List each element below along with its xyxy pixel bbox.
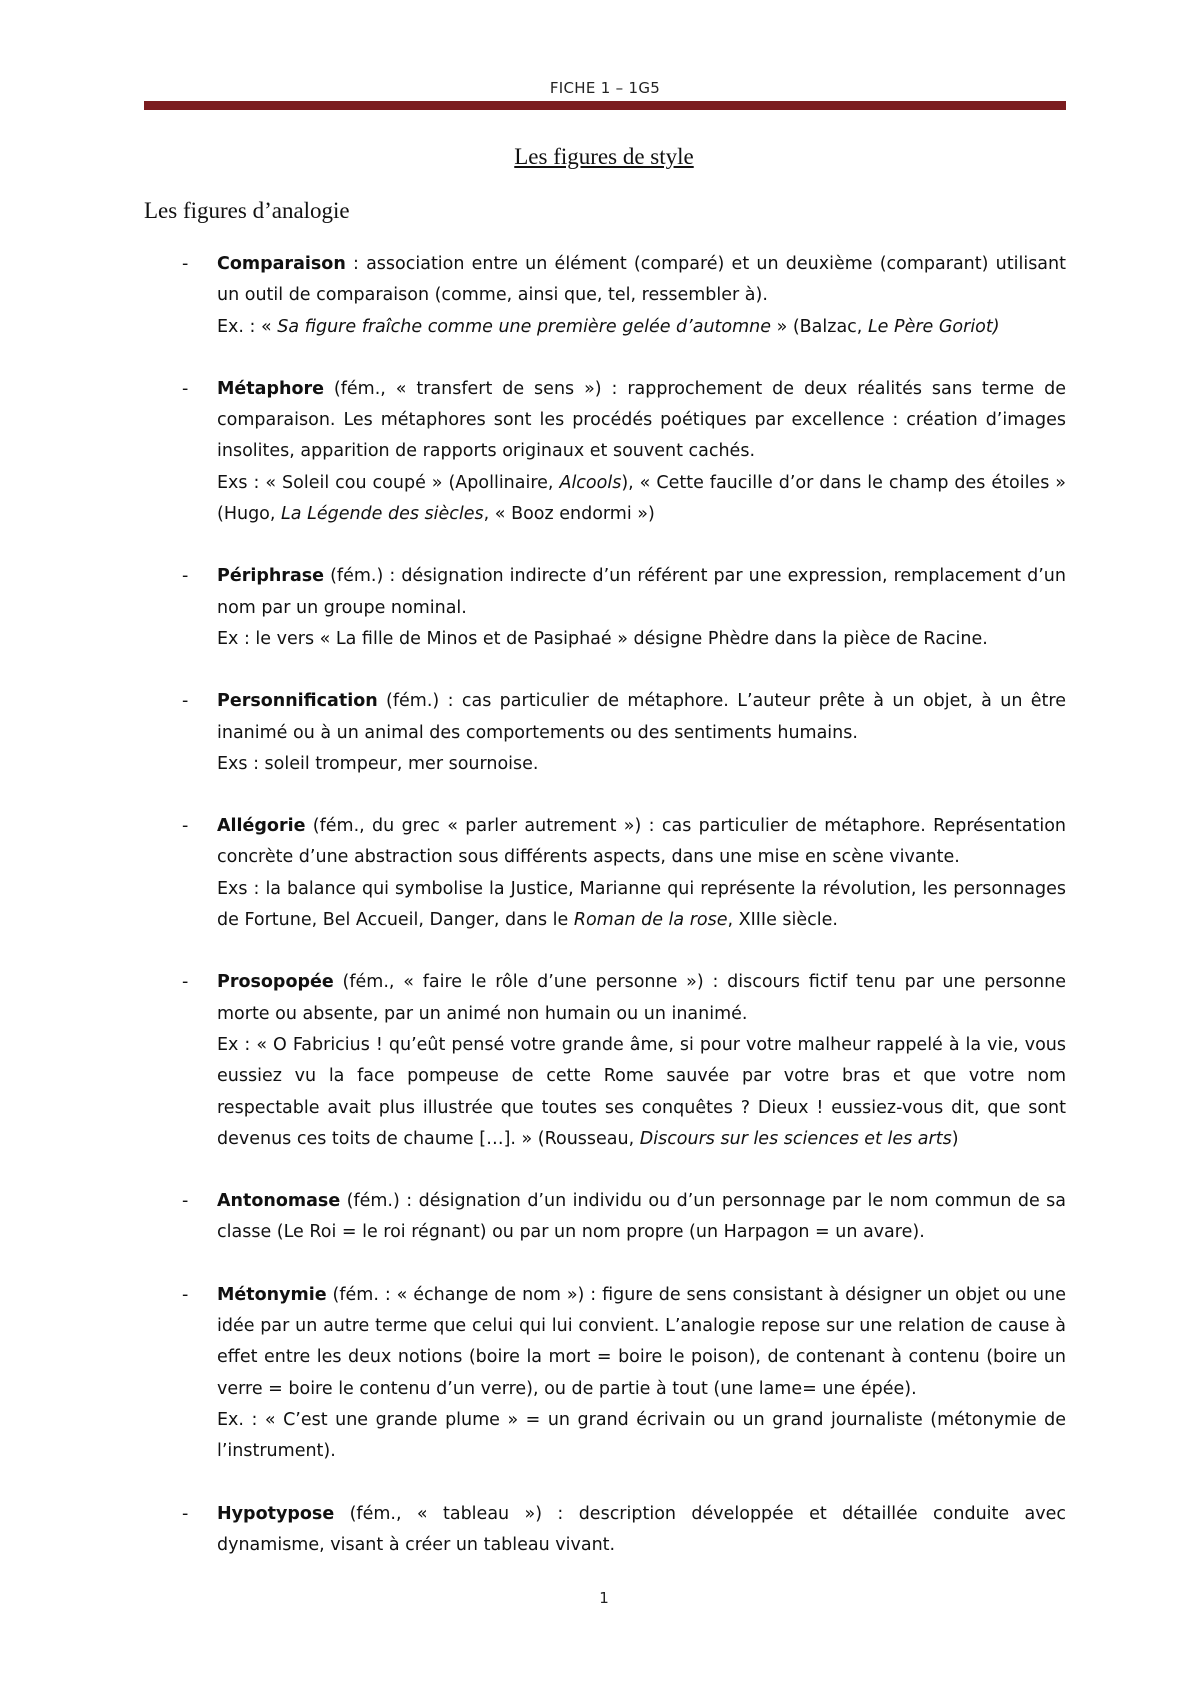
example-text: Ex. : « C’est une grande plume » = un grand écrivain ou un grand journaliste (métonymie de l’instrument).: [217, 1409, 1066, 1462]
list-item: [144, 1186, 1066, 1249]
definition: (fém., « tableau ») : description développée et détaillée conduite avec dynamisme, visant à créer un tableau vivant.: [217, 1503, 1066, 1555]
list-item: [144, 1499, 1066, 1562]
figures-list: [144, 249, 1066, 1561]
page-number: 1: [599, 1589, 609, 1607]
definition: (fém., du grec « parler autrement ») : cas particulier de métaphore. Représentation concrète d’une abstraction sous différents aspects, dans une mise en scène vivante.: [217, 816, 1066, 868]
document-title: Les figures de style: [514, 144, 694, 169]
example-text: ), « Cette faucille d’or dans le champ des étoiles » (Hugo,: [217, 472, 1066, 525]
definition: (fém.) : cas particulier de métaphore. L’auteur prête à un objet, à un être inanimé ou à un animal des comportements ou des sentiments humains.: [217, 691, 1066, 743]
example-text: , « Booz endormi »): [483, 504, 655, 525]
example-text: Exs : la balance qui symbolise la Justice, Marianne qui représente la révolution, les personnages de Fortune, Bel Accueil, Danger, dans le: [217, 878, 1066, 931]
example: [217, 312, 1066, 343]
example-text: » (Balzac,: [771, 316, 868, 337]
list-bullet: -: [182, 378, 189, 399]
term: Hypotypose: [217, 1503, 335, 1524]
list-bullet: -: [182, 691, 189, 712]
definition: (fém., « faire le rôle d’une personne ») : discours fictif tenu par une personne morte ou absente, par un animé non humain ou un inanimé.: [217, 972, 1066, 1024]
list-item: [144, 561, 1066, 655]
example-text: Exs : « Soleil cou coupé » (Apollinaire,: [217, 472, 560, 493]
definition: : association entre un élément (comparé) et un deuxième (comparant) utilisant un outil de comparaison (comme, ainsi que, tel, ressembler à).: [217, 254, 1066, 306]
example: [217, 624, 1066, 655]
list-item: [144, 374, 1066, 530]
example: [217, 1405, 1066, 1468]
list-item: [144, 686, 1066, 780]
list-bullet: -: [182, 972, 189, 993]
term: Métonymie: [217, 1284, 327, 1305]
list-bullet: -: [182, 1284, 189, 1305]
work-title: La Légende des siècles: [281, 504, 484, 525]
example: [217, 749, 1066, 780]
example-text: Ex : « O Fabricius ! qu’eût pensé votre grande âme, si pour votre malheur rappelé à la vie, vous eussiez vu la face pompeuse de cette Rome sauvée par votre bras et que votre nom respectable avait plus illustrée que toutes ses conquêtes ? Dieux ! eussiez-vous dit, que sont devenus ces toits de chaume […]. » (Rousseau,: [217, 1034, 1066, 1149]
list-item: [144, 811, 1066, 936]
example-text: , XIIIe siècle.: [727, 910, 838, 931]
list-bullet: -: [182, 254, 189, 274]
term: Prosopopée: [217, 972, 334, 993]
term: Métaphore: [217, 378, 324, 399]
term: Antonomase: [217, 1191, 341, 1212]
example: [217, 1030, 1066, 1155]
section-heading: Les figures d’analogie: [144, 198, 350, 223]
term: Périphrase: [217, 566, 325, 587]
term: Allégorie: [217, 816, 306, 837]
page-header: FICHE 1 – 1G5: [549, 79, 661, 97]
list-bullet: -: [182, 1503, 189, 1524]
example-text: ): [951, 1128, 959, 1149]
list-item: [144, 249, 1066, 343]
definition: (fém. : « échange de nom ») : figure de sens consistant à désigner un objet ou une idée par un autre terme que celui qui lui convient. L’analogie repose sur une relation de cause à effet entre les deux notions (boire la mort = boire le poison), de contenant à contenu (boire un verre = boire le contenu d’un verre), ou de partie à tout (une lame= une épée).: [217, 1284, 1066, 1399]
header-rule: [144, 101, 1066, 110]
work-title: Sa figure fraîche comme une première gelée d’automne: [277, 316, 772, 337]
definition: (fém.) : désignation d’un individu ou d’un personnage par le nom commun de sa classe (Le Roi = le roi régnant) ou par un nom propre (un Harpagon = un avare).: [217, 1191, 1066, 1243]
work-title: Le Père Goriot): [867, 316, 1000, 337]
list-bullet: -: [182, 1191, 189, 1212]
example-text: Ex. : «: [217, 316, 278, 337]
list-item: [144, 1280, 1066, 1468]
example-text: Ex : le vers « La fille de Minos et de Pasiphaé » désigne Phèdre dans la pièce de Racine.: [217, 628, 988, 649]
term: Comparaison: [217, 254, 346, 274]
term: Personnification: [217, 691, 378, 712]
work-title: Alcools: [559, 472, 622, 493]
definition: (fém.) : désignation indirecte d’un référent par une expression, remplacement d’un nom par un groupe nominal.: [217, 566, 1066, 618]
work-title: Roman de la rose: [573, 910, 728, 931]
work-title: Discours sur les sciences et les arts: [639, 1128, 952, 1149]
definition: (fém., « transfert de sens ») : rapprochement de deux réalités sans terme de comparaison. Les métaphores sont les procédés poétiques par excellence : création d’images insolites, apparition de rapports originaux et souvent cachés.: [217, 378, 1066, 462]
example: [217, 468, 1066, 531]
example-text: Exs : soleil trompeur, mer sournoise.: [217, 753, 539, 774]
list-item: [144, 967, 1066, 1155]
list-bullet: -: [182, 816, 189, 837]
example: [217, 874, 1066, 937]
list-bullet: -: [182, 566, 189, 587]
